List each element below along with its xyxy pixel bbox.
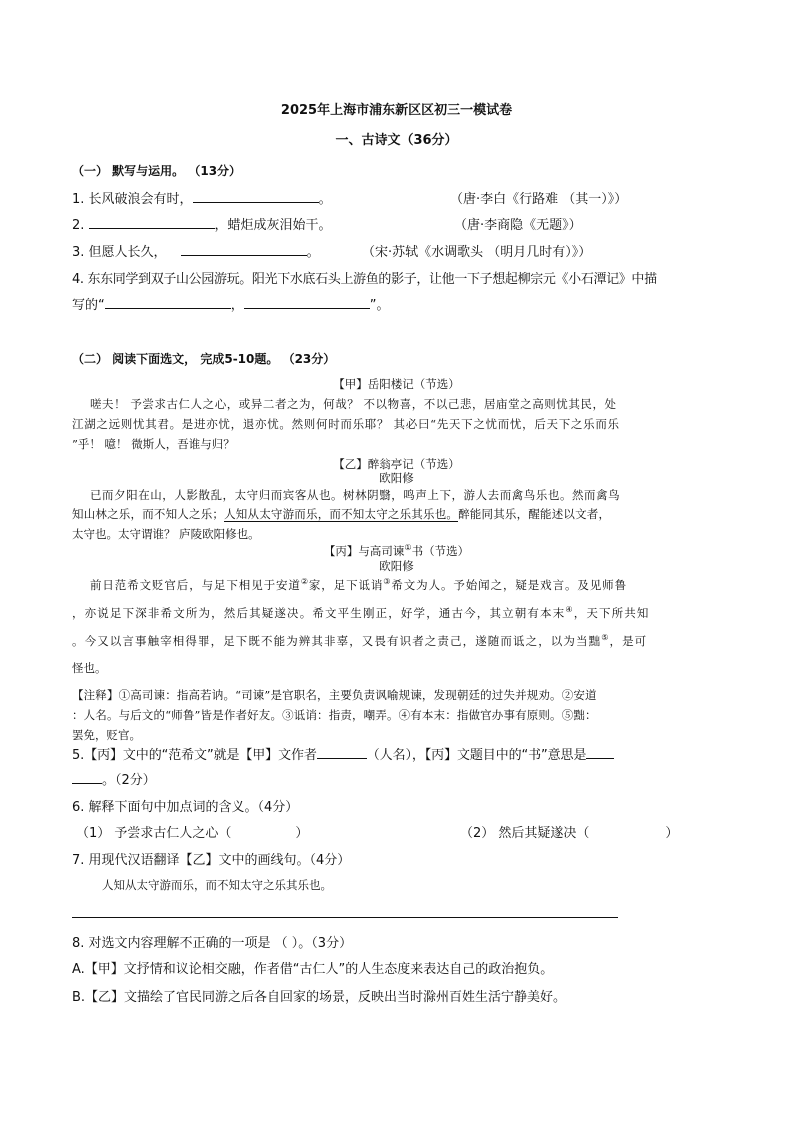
- note-mark-2: ②: [300, 577, 309, 587]
- q5-answer-blank-2-cont[interactable]: [72, 770, 102, 784]
- q6-item-1-close: ）: [295, 826, 309, 841]
- passage-bing-line-4: 怪也。: [72, 661, 107, 675]
- q4-separator: ，: [230, 298, 244, 313]
- q1-text: 长风破浪会有时，: [88, 192, 193, 207]
- bing-line2-a: ，亦说足下深非希文所为，然后其疑遂决。希文平生刚正，好学，通古今，其立朝有本末: [72, 606, 566, 620]
- note-mark-3: ③: [383, 577, 392, 587]
- question-2: [72, 214, 332, 233]
- q3-end: 。: [306, 245, 320, 260]
- q3-text: 但愿人长久，: [88, 245, 167, 260]
- q4-end: ”。: [369, 298, 390, 313]
- passage-jia-line-3: ”乎！ 噫！ 微斯人，吾谁与归？: [72, 437, 235, 451]
- notes-line-3: 罢免，贬官。: [72, 728, 141, 742]
- q7-sentence: 人知从太守游而乐，而不知太守之乐其乐也。: [102, 878, 332, 892]
- passage-yi-author: 欧阳修: [379, 471, 414, 485]
- q2-source: （唐·李商隐《无题》）: [454, 218, 582, 233]
- passage-yi-line-1: 已而夕阳在山，人影散乱，太守归而宾客从也。树林阴翳，鸣声上下，游人去而禽鸟乐也。然而禽鸟: [90, 488, 621, 502]
- question-6: 6. 解释下面句中加点词的含义。（4分）: [72, 800, 299, 815]
- bing-title-note-mark: ①: [404, 543, 412, 553]
- section-title: 一、古诗文（36分）: [335, 133, 458, 148]
- q5-answer-blank-2[interactable]: [586, 745, 614, 759]
- bing-line2-b: ，天下所共知: [573, 606, 650, 620]
- q6-item-1: [76, 822, 308, 841]
- q4-start: 写的“: [72, 298, 105, 313]
- q1-number: 1.: [72, 192, 89, 207]
- passage-yi-line-2: [72, 506, 610, 522]
- q4-answer-blank-2[interactable]: [244, 295, 370, 309]
- question-8: 8. 对选文内容理解不正确的一项是 （ ）。（3分）: [72, 936, 353, 951]
- yi-line2-post: 醉能同其乐，醒能述以文者，: [458, 507, 611, 521]
- bing-title-end: 书（节选）: [411, 544, 470, 558]
- passage-jia-line-2: 江湖之远则忧其君。是进亦忧，退亦忧。然则何时而乐耶？ 其必曰“先天下之忧而忧，后天下之乐而乐: [72, 417, 620, 431]
- q5-points: 。（2分）: [102, 773, 156, 788]
- passage-bing-title: [0, 543, 793, 559]
- q3-answer-blank[interactable]: [181, 242, 307, 256]
- q4-answer-blank-1[interactable]: [105, 295, 231, 309]
- q3-number: 3.: [72, 245, 89, 260]
- notes-line-2: ：人名。与后文的“师鲁”皆是作者好友。③诋诮：指责，嘲弄。④有本末：指做官办事有原则。⑤黜：: [72, 708, 597, 722]
- notes-line-1: 【注释】①高司谏：指高若讷。“司谏”是官职名，主要负责讽喻规谏，发现朝廷的过失并规劝。②安道: [72, 688, 597, 702]
- yi-underlined-sentence: 人知从太守游而乐，而不知太守之乐其乐也。: [224, 507, 459, 521]
- q6-item-2-text: （2） 然后其疑遂决（: [460, 826, 590, 841]
- q4-line1: 4. 东东同学到双子山公园游玩。阳光下水底石头上游鱼的影子，让他一下子想起柳宗元《小石潭记》中描: [72, 272, 657, 287]
- passage-bing-author: 欧阳修: [379, 559, 414, 573]
- passage-jia-line-1: 嗟夫！ 予尝求古仁人之心，或异二者之为，何哉？ 不以物喜，不以己悲，居庙堂之高则忧其民，处: [90, 397, 617, 411]
- part1-heading: （一） 默写与运用。 （13分）: [72, 164, 242, 178]
- q2-answer-blank[interactable]: [89, 215, 215, 229]
- yi-line2-pre: 知山林之乐，而不知人之乐；: [72, 507, 225, 521]
- question-5: [72, 744, 614, 763]
- passage-bing-line-2: [72, 605, 650, 621]
- bing-line3-b: ，是可: [609, 634, 648, 648]
- bing-line3-a: 。今又以言事触宰相得罪，足下既不能为辨其非辜，又畏有识者之责己，遂随而诋之，以为当黜: [72, 634, 602, 648]
- question-1: [72, 188, 332, 207]
- q1-source: （唐·李白《行路难 （其一）》）: [450, 192, 628, 207]
- q6-item-2: [460, 822, 678, 841]
- note-mark-4: ④: [565, 605, 574, 615]
- part2-heading: （二） 阅读下面选文， 完成5-10题。 （23分）: [72, 352, 336, 366]
- q2-number: 2.: [72, 218, 89, 233]
- q6-item-1-text: （1） 予尝求古仁人之心（: [76, 826, 232, 841]
- passage-yi-title: 【乙】醉翁亭记（节选）: [333, 457, 460, 471]
- q5-answer-blank-1[interactable]: [317, 745, 367, 759]
- question-7: 7. 用现代汉语翻译【乙】文中的画线句。（4分）: [72, 853, 351, 868]
- q4-line2: [72, 294, 390, 313]
- question-3: [72, 241, 320, 260]
- question-5-line-2: [72, 769, 156, 788]
- q6-item-2-close: ）: [665, 826, 679, 841]
- q5-text-a: 5.【丙】文中的“范希文”就是【甲】文作者: [72, 748, 317, 763]
- passage-bing-line-3: [72, 633, 647, 649]
- q5-text-b: （人名），【丙】文题目中的“书”意思是: [366, 748, 587, 763]
- passage-yi-line-3: 太守也。太守谓谁？ 庐陵欧阳修也。: [72, 527, 260, 541]
- q1-end: 。: [318, 192, 332, 207]
- bing-line1-a: 前日范希文贬官后，与足下相见于安道: [90, 578, 301, 592]
- exam-title: 2025年上海市浦东新区区初三一模试卷: [280, 103, 513, 118]
- q8-option-b[interactable]: B.【乙】文描绘了官民同游之后各自回家的场景，反映出当时滁州百姓生活宁静美好。: [72, 990, 567, 1005]
- bing-line1-c: 希文为人。予始闻之，疑是戏言。及见师鲁: [391, 578, 627, 592]
- q8-option-a[interactable]: A.【甲】文抒情和议论相交融，作者借“古仁人”的人生态度来表达自己的政治抱负。: [72, 962, 554, 977]
- bing-title-text: 【丙】与高司谏: [323, 544, 405, 558]
- bing-line1-b: 家，足下诋诮: [308, 578, 384, 592]
- passage-jia-title: 【甲】岳阳楼记（节选）: [333, 377, 460, 391]
- passage-bing-line-1: [90, 577, 627, 593]
- q1-answer-blank[interactable]: [193, 189, 319, 203]
- note-mark-5: ⑤: [601, 633, 610, 643]
- q2-text: ，蜡炬成灰泪始干。: [214, 218, 332, 233]
- q3-source: （宋·苏轼《水调歌头 （明月几时有）》）: [362, 245, 592, 260]
- q7-answer-line[interactable]: [72, 917, 618, 918]
